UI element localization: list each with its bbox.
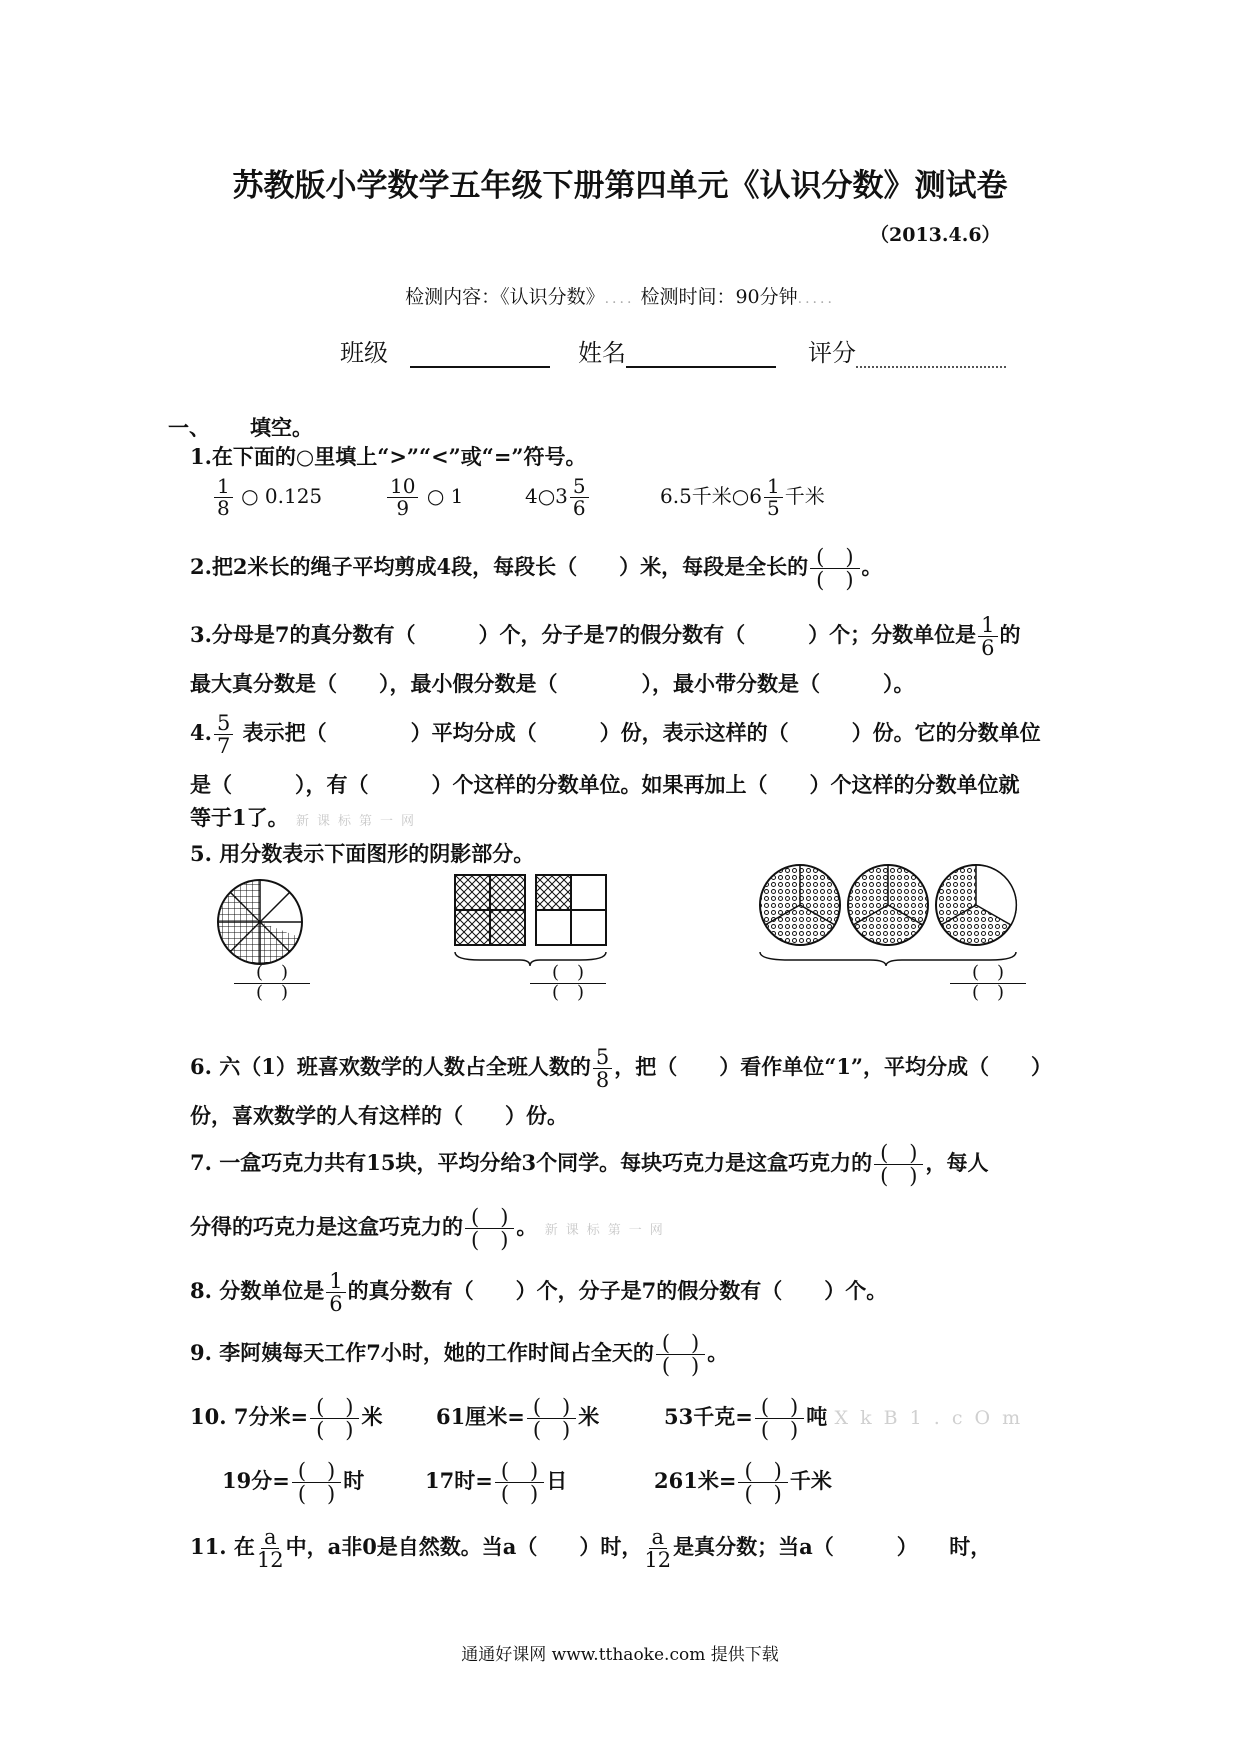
- name-blank[interactable]: [626, 346, 776, 368]
- scope-dots-2: .....: [797, 291, 835, 307]
- question-7-line-1: 7. 一盒巧克力共有15块，平均分给3个同学。每块巧克力是这盒巧克力的 $\frac{( )}{( )}$ ，每人: [190, 1141, 989, 1189]
- page-title: 苏教版小学数学五年级下册第四单元《认识分数》测试卷: [232, 168, 1008, 204]
- q5-answer-2[interactable]: $\frac{( )}{( )}$: [528, 964, 608, 1003]
- exam-scope: [0, 282, 1240, 309]
- section-number: 一、: [168, 415, 210, 440]
- q10-item-3: 53千克= $\frac{( )}{( )}$ 吨 X k B 1 . c O m: [664, 1395, 1024, 1443]
- q10-item-2: 61厘米= $\frac{( )}{( )}$ 米: [436, 1395, 600, 1443]
- section-title: 填空。: [250, 415, 313, 440]
- class-field: [340, 333, 550, 368]
- question-2: 2.把2米长的绳子平均剪成4段，每段长（ ）米，每段是全长的 $\frac{( )}{( )}$ 。: [190, 545, 883, 593]
- section-heading: [168, 412, 313, 442]
- watermark: 新课标第一网: [544, 1223, 671, 1239]
- squares-figure: [455, 875, 606, 966]
- footer-credit: 通通好课网 www.tthaoke.com 提供下载: [461, 1645, 779, 1665]
- scope-content: 检测内容：《认识分数》: [405, 286, 605, 308]
- scope-time: 检测时间：90分钟: [640, 286, 798, 308]
- name-label: 姓名: [578, 339, 626, 367]
- question-6-line-1: 6. 六（1）班喜欢数学的人数占全班人数的 $\frac{5}{8}$ ，把（ ）看作单位“1”，平均分成（ ）: [190, 1045, 1053, 1093]
- q1-item-4: 6.5千米○6 $\frac{1}{5}$ 千米: [660, 474, 825, 520]
- q10-item-5: 17时= $\frac{( )}{( )}$ 日: [425, 1459, 568, 1507]
- three-circles-figure: [760, 865, 1016, 966]
- circle-eighths-figure: [217, 880, 302, 965]
- question-7-line-2: 分得的巧克力是这盒巧克力的 $\frac{( )}{( )}$ 。 新课标第一网: [190, 1205, 671, 1253]
- exam-date: （2013.4.6）: [870, 224, 1001, 246]
- q10-item-1: 10. 7分米= $\frac{( )}{( )}$ 米: [190, 1395, 383, 1443]
- q10-item-6: 261米= $\frac{( )}{( )}$ 千米: [654, 1459, 832, 1507]
- watermark: X k B 1 . c O m: [834, 1407, 1024, 1430]
- question-9: 9. 李阿姨每天工作7小时，她的工作时间占全天的 $\frac{( )}{( )}$ 。: [190, 1331, 729, 1379]
- q1-item-1: $\frac{1}{8}$ ○ 0.125: [212, 476, 322, 519]
- class-label: 班级: [340, 339, 388, 367]
- question-11: 11. 在 $\frac{a}{12}$ 中，a非0是自然数。当a（ ）时， $\frac{a}{12}$ 是真分数；当a（ ） 时，: [190, 1525, 992, 1573]
- score-field: [808, 333, 1006, 368]
- question-6-line-2: 份，喜欢数学的人有这样的（ ）份。: [190, 1103, 568, 1128]
- q10-item-4: 19分= $\frac{( )}{( )}$ 时: [222, 1459, 365, 1507]
- question-3-line-2: 最大真分数是（ ），最小假分数是（ ），最小带分数是（ ）。: [190, 671, 915, 696]
- q5-answer-3[interactable]: $\frac{( )}{( )}$: [948, 964, 1028, 1003]
- scope-dots-1: ....: [604, 291, 635, 307]
- name-field: [578, 333, 776, 368]
- class-blank[interactable]: [410, 346, 550, 368]
- q1-item-3: 4○3 $\frac{5}{6}$: [525, 476, 591, 519]
- question-5: 5. 用分数表示下面图形的阴影部分。: [190, 841, 535, 866]
- score-label: 评分: [808, 339, 856, 367]
- watermark: 新课标第一网: [295, 814, 422, 829]
- score-blank[interactable]: [856, 346, 1006, 368]
- question-3-line-1: 3.分母是7的真分数有（ ）个，分子是7的假分数有（ ）个；分数单位是 $\frac{1}{6}$ 的: [190, 613, 1021, 661]
- question-1: 1.在下面的○里填上“>”“<”或“=”符号。: [190, 444, 587, 469]
- question-4-line-2: 是（ ），有（ ）个这样的分数单位。如果再加上（ ）个这样的分数单位就: [190, 772, 1020, 797]
- q5-answer-1[interactable]: $\frac{( )}{( )}$: [232, 964, 312, 1003]
- question-8: 8. 分数单位是 $\frac{1}{6}$ 的真分数有（ ）个，分子是7的假分数有（ ）个。: [190, 1269, 888, 1317]
- q1-item-2: $\frac{10}{9}$ ○ 1: [385, 476, 463, 519]
- question-4-line-1: 4. $\frac{5}{7}$ 表示把（ ）平均分成（ ）份，表示这样的（ ）份。它的分数单位: [190, 711, 1041, 759]
- question-4-line-3: 等于1了。 新课标第一网: [190, 805, 422, 830]
- q5-figures: [0, 860, 1240, 1040]
